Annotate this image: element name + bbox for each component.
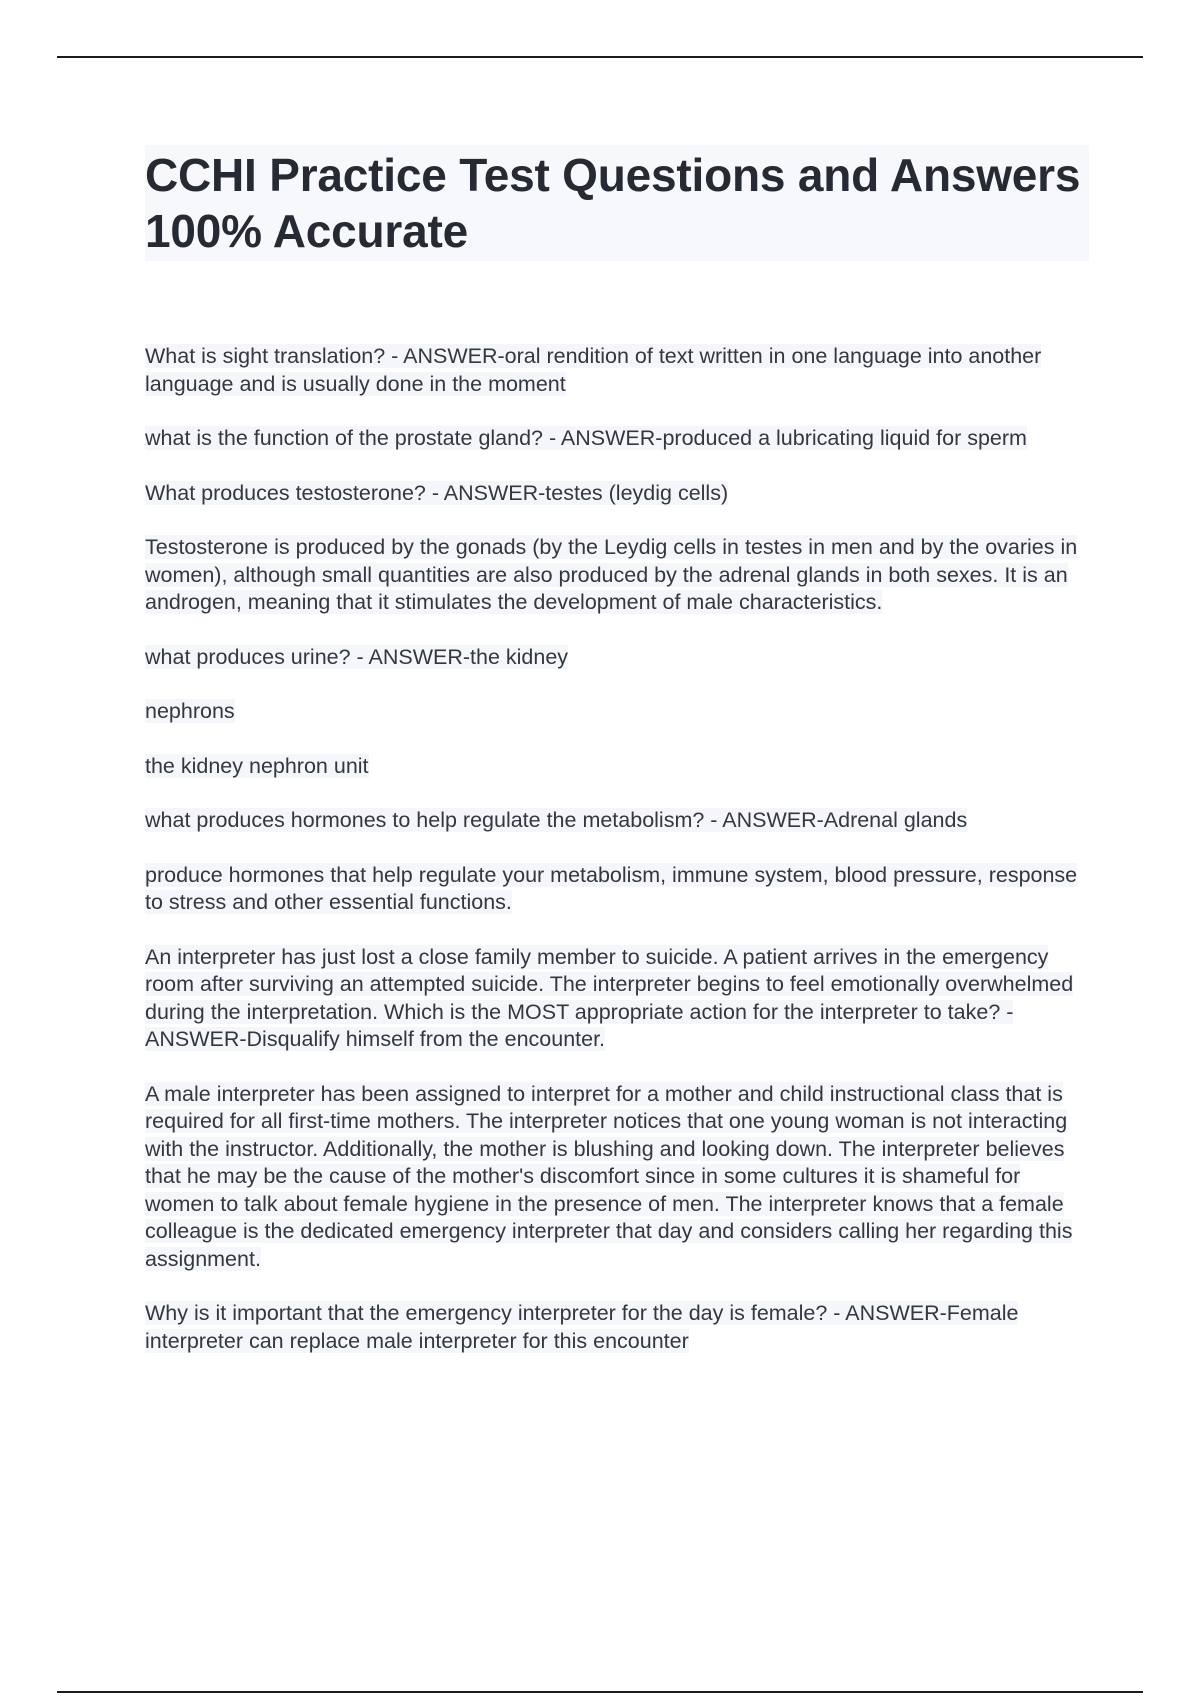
qa-text: what produces hormones to help regulate the metabolism? - ANSWER-Adrenal glands — [145, 808, 968, 832]
qa-text: What is sight translation? - ANSWER-oral rendition of text written in one language into another language and is usually done in the moment — [145, 344, 1042, 396]
qa-paragraph-8 — [145, 807, 1089, 835]
qa-paragraph-4 — [145, 534, 1089, 617]
qa-paragraph-10 — [145, 944, 1089, 1054]
qa-text: the kidney nephron unit — [145, 753, 369, 778]
qa-text: produce hormones that help regulate your metabolism, immune system, blood pressure, response to stress and other essential functions. — [145, 862, 1078, 914]
qa-paragraph-12 — [145, 1300, 1089, 1355]
qa-text: Why is it important that the emergency interpreter for the day is female? - ANSWER-Female interpreter can replace male interpreter for this encounter — [145, 1301, 1019, 1353]
bottom-rule — [57, 1691, 1143, 1693]
qa-paragraph-6 — [145, 698, 1089, 726]
qa-paragraph-3 — [145, 480, 1089, 508]
qa-paragraph-11 — [145, 1081, 1089, 1274]
qa-text: what produces urine? - ANSWER-the kidney — [145, 644, 569, 669]
document-body — [145, 145, 1089, 1382]
qa-paragraph-2 — [145, 425, 1089, 453]
page-title: CCHI Practice Test Questions and Answers 100% Accurate — [145, 145, 1089, 261]
qa-text: Testosterone is produced by the gonads (by the Leydig cells in testes in men and by the ovaries in women), although small quantities are also produced by the adrenal glands in both sexes. It is an androgen, meaning that it stimulates the development of male characteristics. — [145, 535, 1078, 614]
top-rule — [57, 56, 1143, 58]
qa-paragraph-9 — [145, 862, 1089, 917]
qa-text: What produces testosterone? - ANSWER-testes (leydig cells) — [145, 480, 729, 505]
qa-text: An interpreter has just lost a close family member to suicide. A patient arrives in the emergency room after surviving an attempted suicide. The interpreter begins to feel emotionally overwhelmed during the interpretation. Which is the MOST appropriate action for the interpreter to take? - ANSWER-Disqualify himself from the encounter. — [145, 944, 1074, 1051]
qa-paragraph-5 — [145, 644, 1089, 672]
qa-paragraph-1 — [145, 343, 1089, 398]
qa-list — [145, 343, 1089, 1355]
qa-paragraph-7 — [145, 753, 1089, 781]
qa-text: A male interpreter has been assigned to interpret for a mother and child instructional class that is required for all first-time mothers. The interpreter notices that one young woman is not interacting with the instructor. Additionally, the mother is blushing and looking down. The interpreter believes that he may be the cause of the mother's discomfort since in some cultures it is shameful for women to talk about female hygiene in the presence of men. The interpreter knows that a female colleague is the dedicated emergency interpreter that day and considers calling her regarding this assignment. — [145, 1081, 1073, 1271]
qa-text: what is the function of the prostate gland? - ANSWER-produced a lubricating liquid for sperm — [145, 426, 1027, 450]
qa-text: nephrons — [145, 699, 235, 723]
